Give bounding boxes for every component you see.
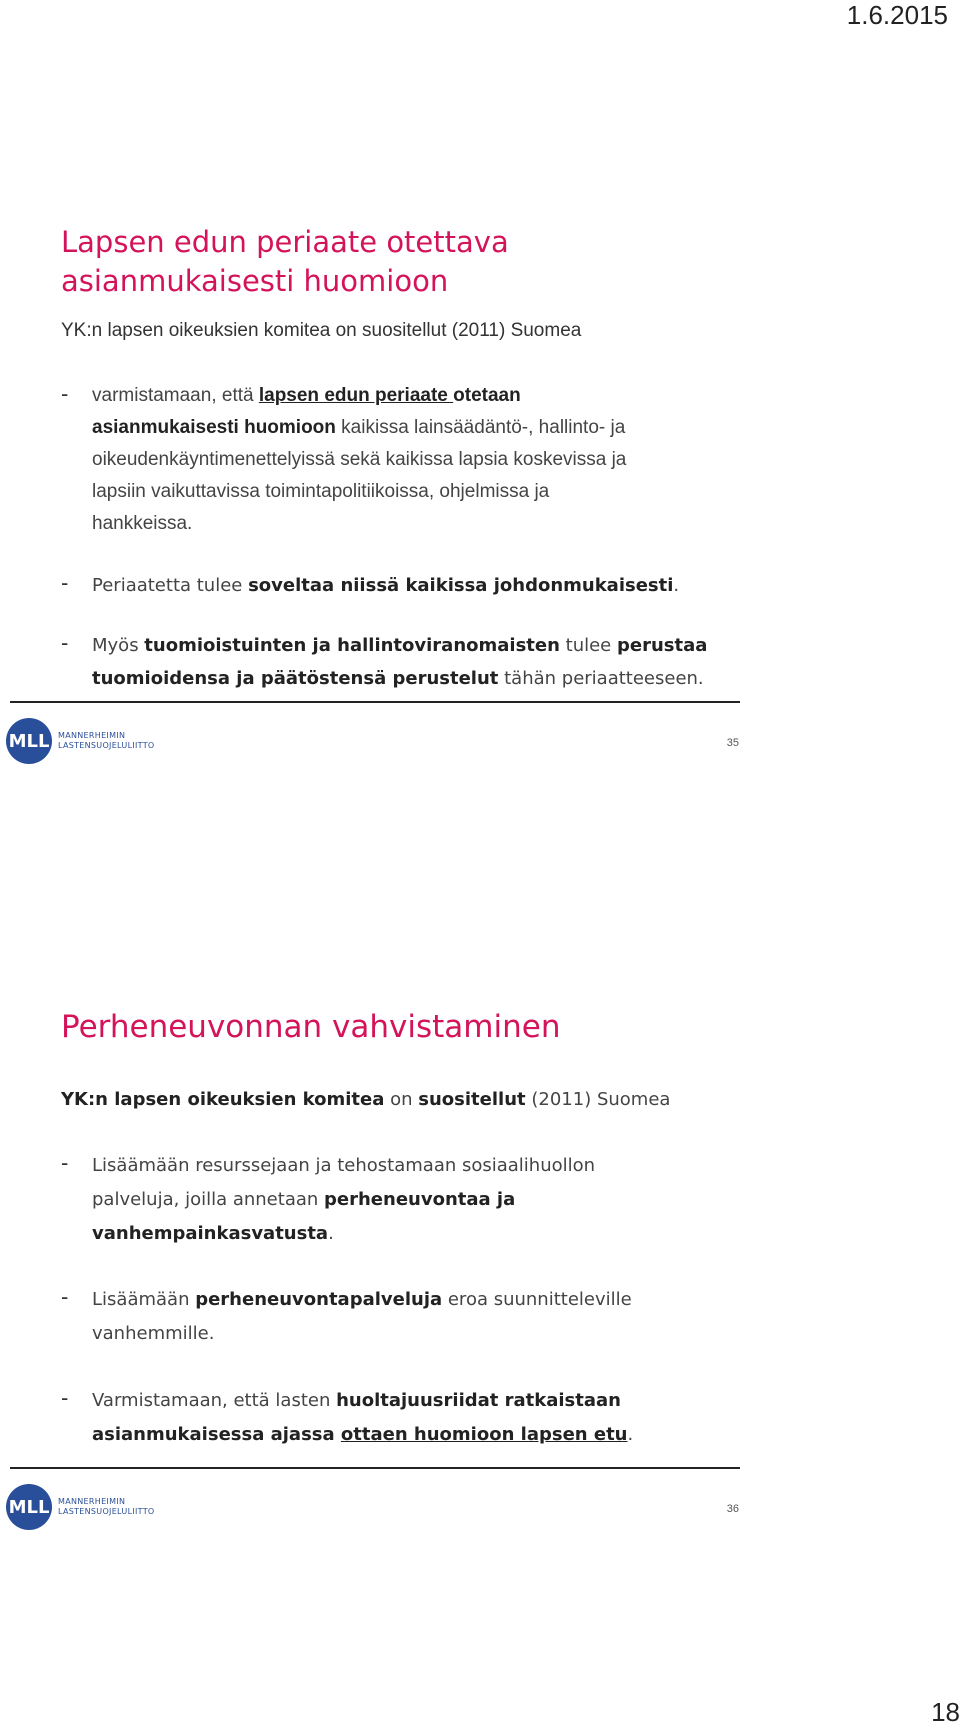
bullet-dash: - xyxy=(61,630,69,655)
mll-logo xyxy=(6,718,154,764)
bullet-dash: - xyxy=(61,381,69,406)
slide-title xyxy=(61,223,509,301)
slide-subtitle: YK:n lapsen oikeuksien komitea on suositellut (2011) Suomea xyxy=(61,1089,671,1110)
bullet-dash: - xyxy=(61,570,69,595)
mll-logo-mark: MLL xyxy=(6,718,52,764)
title-line: Lapsen edun periaate otettava xyxy=(61,225,509,259)
bullet-item: Myös tuomioistuinten ja hallintoviranomaisten tulee perustaa tuomioidensa ja päätöstensä perustelut tähän periaatteeseen. xyxy=(92,635,708,689)
mll-logo xyxy=(6,1484,154,1530)
title-line: asianmukaisesti huomioon xyxy=(61,264,449,298)
mll-logo-text: MANNERHEIMIN LASTENSUOJELULIITTO xyxy=(58,1497,155,1516)
page-number: 18 xyxy=(931,1697,960,1727)
slide-footer-rule xyxy=(10,701,740,703)
mll-logo-text: MANNERHEIMIN LASTENSUOJELULIITTO xyxy=(58,731,155,750)
bullet-dash: - xyxy=(61,1457,67,1477)
mll-logo-mark: MLL xyxy=(6,1484,52,1530)
bullet-item: Lisäämään perheneuvontapalveluja eroa suunnitteleville vanhemmille. xyxy=(92,1289,632,1344)
bullet-item: varmistamaan, että lapsen edun periaate otetaan asianmukaisesti huomioon kaikissa lainsäädäntö-, hallinto- ja oikeudenkäyntimenettelyissä sekä kaikissa lapsia koskevissa ja lapsiin vaikuttavissa toimintapolitiikoissa, ohjelmissa ja hankkeissa. xyxy=(92,385,627,534)
bullet-item: Lisäämään resurssejaan ja tehostamaan sosiaalihuollon palveluja, joilla annetaan perheneuvontaa ja vanhempainkasvatusta. xyxy=(92,1155,596,1244)
bullet-item: Varmistamaan, että lasten huoltajuusriidat ratkaistaan asianmukaisessa ajassa ottaen huomioon lapsen etu. xyxy=(92,1390,634,1445)
bullet-dash: - xyxy=(61,1385,69,1410)
slide-footer-rule xyxy=(10,1467,740,1469)
slide-subtitle: YK:n lapsen oikeuksien komitea on suositellut (2011) Suomea xyxy=(61,320,582,341)
bullet-dash: - xyxy=(61,1284,69,1309)
bullet-dash: - xyxy=(61,1150,69,1175)
bullet-item: Periaatetta tulee soveltaa niissä kaikissa johdonmukaisesti. xyxy=(92,575,680,596)
slide-number: 36 xyxy=(726,1503,739,1515)
document-date: 1.6.2015 xyxy=(846,0,948,30)
slide-title: Perheneuvonnan vahvistaminen xyxy=(61,1009,561,1045)
slide-number: 35 xyxy=(726,737,739,749)
